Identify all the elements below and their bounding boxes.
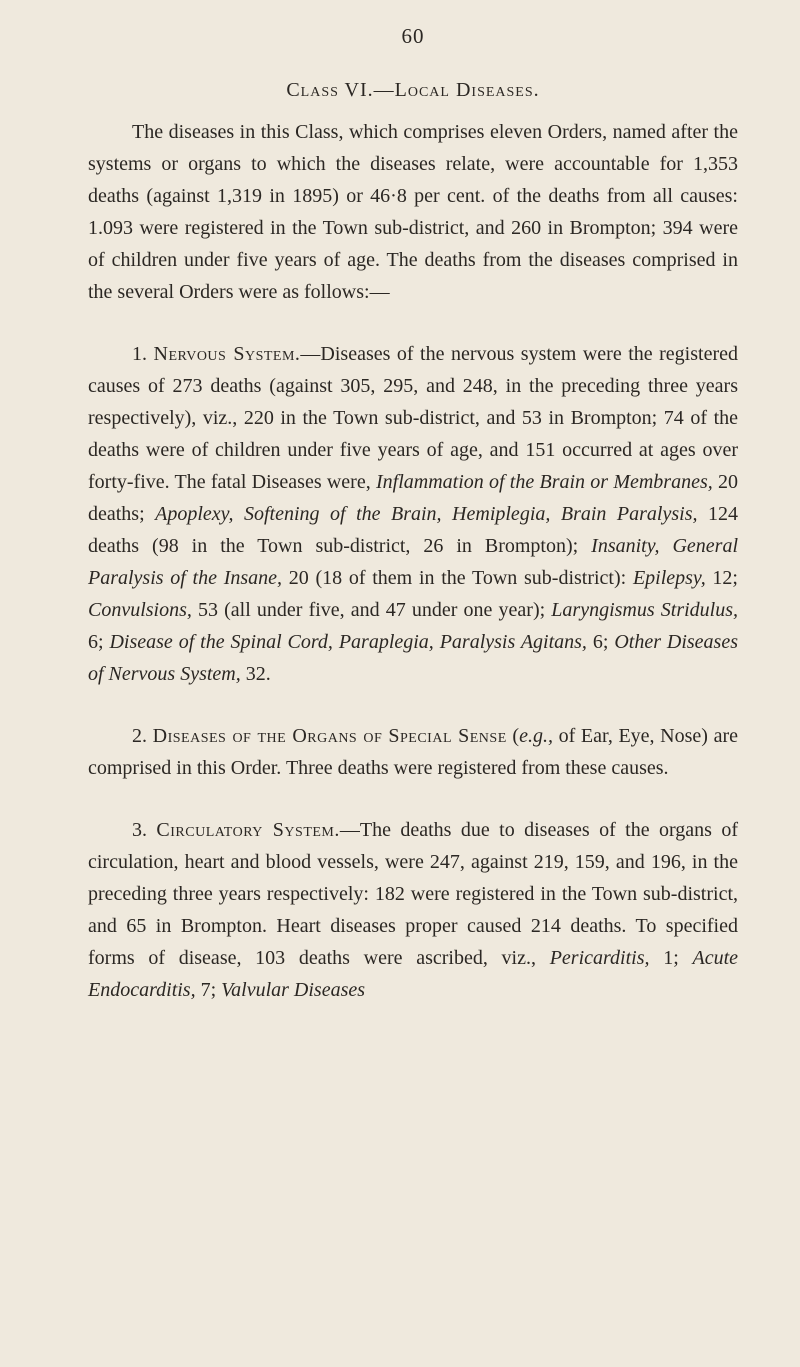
text-run: 20 (18 of them in the Town sub-district): (282, 567, 633, 589)
disease-name: Inflammation of the Brain or Membranes, (375, 471, 713, 493)
disease-name: Other Diseases of Nervous System, (88, 631, 738, 685)
order-number: 3. (132, 819, 147, 841)
disease-name: Laryngismus Stridulus, (551, 599, 739, 621)
order-number: 2. (132, 725, 147, 747)
disease-name: Acute Endocarditis, (88, 947, 739, 1001)
text-run: —Diseases of the nervous system were the registered causes of 273 deaths (against 305, 295, and 248, in the preceding three years respectively), viz., 220 in the Town sub-district, and 53 in Brompton; 74 of the deaths were of children under five years of age, and 151 occurred at ages over forty-five. The fatal Diseases were, (88, 343, 738, 493)
text-run: ( (506, 725, 520, 747)
nervous-system-paragraph (88, 338, 738, 690)
circulatory-system-paragraph (88, 814, 738, 1006)
disease-name: Apoplexy, Softening of the Brain, Hemiplegia, Brain Paralysis, (155, 503, 698, 525)
text-run: 1; (649, 947, 693, 969)
special-sense-paragraph (88, 720, 738, 784)
text-run: 7; (195, 979, 222, 1001)
text-run: 20 deaths; (88, 471, 739, 525)
intro-paragraph: The diseases in this Class, which comprises eleven Orders, named after the systems or organs to which the diseases relate, were accountable for 1,353 deaths (against 1,319 in 1895) or 46·8 per cent. of the deaths from all causes: 1.093 were registered in the Town sub-district, and 260 in Brompton; 394 were of children under five years of age. The deaths from the diseases comprised in the several Orders were as follows:— (88, 121, 738, 303)
disease-name: Convulsions, (88, 599, 192, 621)
order-title: Diseases of the Organs of Special Sense (152, 725, 507, 747)
text-run: 32. (240, 663, 271, 685)
order-title: Nervous System. (153, 343, 301, 365)
text-run: —The deaths due to diseases of the organs of circulation, heart and blood vessels, were 247, against 219, 159, and 196, in the preceding three years respectively: 182 were registered in the Town sub-district, and 65 in Brompton. Heart diseases proper caused 214 deaths. To specified forms of disease, 103 deaths were ascribed, viz., (88, 819, 738, 969)
text-run: 6; (88, 631, 110, 653)
disease-name: Epilepsy, (632, 567, 706, 589)
text-run: 53 (all under five, and 47 under one year); (191, 599, 552, 621)
disease-name: Disease of the Spinal Cord, Paraplegia, Paralysis Agitans, (109, 631, 587, 653)
disease-name: Insanity, General Paralysis of the Insane, (88, 535, 738, 589)
order-title: Circulatory System. (156, 819, 340, 841)
text-run: 6; (586, 631, 615, 653)
page-number: 60 (401, 24, 425, 48)
order-number: 1. (132, 343, 147, 365)
example-abbrev: e.g., (519, 725, 553, 747)
class-heading: Class VI.—Local Diseases. (286, 79, 540, 101)
text-run: 12; (705, 567, 738, 589)
disease-name: Valvular Diseases (221, 979, 366, 1001)
disease-name: Pericarditis, (549, 947, 650, 969)
text-run: 124 deaths (98 in the Town sub-district, 26 in Brompton); (88, 503, 739, 557)
text-run: of Ear, Eye, Nose) are comprised in this Order. Three deaths were registered from these causes. (88, 725, 738, 779)
